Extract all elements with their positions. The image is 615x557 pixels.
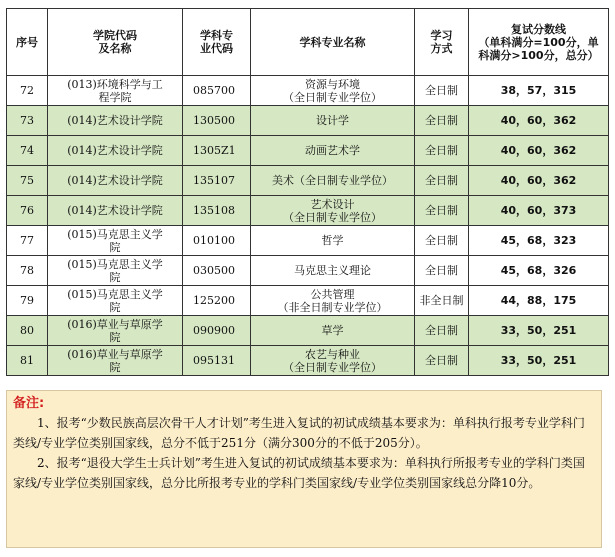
table-row — [7, 316, 609, 346]
notes-paragraph-2: 2、报考“退役大学生士兵计划”考生进入复试的初试成绩基本要求为：单科执行所报考专业的学科门类国家线/专业学位类别国家线，总分比所报考专业的学科门类国家线/专业学位类别国家线总分降10分。 — [13, 456, 585, 490]
header-college-line2: 及名称 — [98, 42, 132, 55]
cell-score-text: 45，68，323 — [500, 234, 577, 247]
cell-code — [183, 136, 251, 166]
cell-code — [183, 316, 251, 346]
cell-code — [183, 226, 251, 256]
cell-major — [251, 256, 415, 286]
cell-score — [469, 226, 609, 256]
header-code-line2: 业代码 — [200, 42, 233, 55]
table-header-row — [7, 9, 609, 76]
cell-code-text: 090900 — [193, 324, 235, 337]
cell-score — [469, 106, 609, 136]
cell-code-text: 1305Z1 — [193, 144, 236, 157]
cell-score-text: 40，60，362 — [500, 174, 577, 187]
cell-score — [469, 166, 609, 196]
cell-major-line2: （全日制专业学位） — [283, 90, 382, 104]
cell-code-text: 135108 — [193, 204, 235, 217]
cell-mode-text: 全日制 — [425, 354, 458, 367]
header-college-line1: 学院代码 — [93, 29, 137, 42]
cell-score-text: 44，88，175 — [500, 294, 577, 307]
cell-college — [48, 226, 183, 256]
cell-mode-text: 全日制 — [425, 114, 458, 127]
cell-mode-text: 全日制 — [425, 324, 458, 337]
table-row — [7, 346, 609, 376]
cell-major-line1: 设计学 — [316, 114, 349, 127]
cell-score — [469, 76, 609, 106]
cell-mode-text: 全日制 — [425, 84, 458, 97]
header-college — [48, 9, 183, 76]
cell-no — [7, 166, 48, 196]
cell-no-text: 77 — [20, 234, 34, 247]
cell-code — [183, 286, 251, 316]
table-row — [7, 196, 609, 226]
table-row — [7, 286, 609, 316]
cell-college-line2: 院 — [109, 300, 121, 314]
cell-score-text: 33，50，251 — [500, 324, 577, 337]
cell-no — [7, 286, 48, 316]
cell-score-text: 40，60，373 — [500, 204, 577, 217]
table-row — [7, 106, 609, 136]
cell-no — [7, 106, 48, 136]
cell-major-line1: 农艺与种业 — [305, 347, 360, 361]
cell-college — [48, 316, 183, 346]
header-mode-line2: 方式 — [430, 42, 453, 55]
cell-mode — [415, 196, 469, 226]
cell-score — [469, 286, 609, 316]
cell-score-text: 40，60，362 — [500, 114, 577, 127]
cell-mode-text: 全日制 — [425, 264, 458, 277]
cell-code — [183, 196, 251, 226]
cell-mode-text: 全日制 — [425, 234, 458, 247]
cell-college-line1: (013)环境科学与工 — [67, 77, 163, 91]
cell-score — [469, 136, 609, 166]
cell-code — [183, 166, 251, 196]
cell-code-text: 030500 — [193, 264, 235, 277]
cell-college-line2: 院 — [109, 240, 121, 254]
cell-mode — [415, 226, 469, 256]
cell-college-line2: 程学院 — [98, 90, 132, 104]
cell-no — [7, 196, 48, 226]
cell-major-line2: （非全日制专业学位） — [277, 300, 388, 314]
cell-college — [48, 286, 183, 316]
cell-score-text: 38，57，315 — [500, 84, 577, 97]
cell-college-line1: (015)马克思主义学 — [67, 257, 163, 271]
cell-no — [7, 256, 48, 286]
cell-code-text: 125200 — [193, 294, 235, 307]
cell-no-text: 72 — [20, 84, 34, 97]
cell-major-line1: 草学 — [321, 324, 344, 337]
cell-code — [183, 76, 251, 106]
header-score-line1: 复试分数线 — [511, 22, 566, 36]
cell-no-text: 76 — [20, 204, 34, 217]
notes-box — [6, 390, 602, 548]
cell-score-text: 45，68，326 — [500, 264, 577, 277]
cell-college-line1: (016)草业与草原学 — [67, 317, 163, 331]
cell-mode — [415, 166, 469, 196]
cell-major — [251, 196, 415, 226]
cell-college — [48, 256, 183, 286]
cell-no — [7, 136, 48, 166]
table-row — [7, 136, 609, 166]
cell-college-line1: (014)艺术设计学院 — [67, 174, 163, 187]
cell-mode — [415, 346, 469, 376]
cell-code-text: 085700 — [193, 84, 235, 97]
header-no: 序号 — [7, 9, 48, 76]
table-row — [7, 256, 609, 286]
cell-no — [7, 346, 48, 376]
table-row — [7, 166, 609, 196]
cell-major-line1: 资源与环境 — [305, 77, 360, 91]
cell-no-text: 75 — [20, 174, 34, 187]
cell-major-line1: 动画艺术学 — [305, 144, 360, 157]
cell-college — [48, 196, 183, 226]
cell-score-text: 33，50，251 — [500, 354, 577, 367]
cell-college-line1: (015)马克思主义学 — [67, 227, 163, 241]
cell-college-line1: (016)草业与草原学 — [67, 347, 163, 361]
header-code-line1: 学科专 — [200, 29, 233, 42]
header-score — [469, 9, 609, 76]
cell-major-line2: （全日制专业学位） — [283, 210, 382, 224]
cell-college-line1: (015)马克思主义学 — [67, 287, 163, 301]
notes-paragraph-1: 1、报考“少数民族高层次骨干人才计划”考生进入复试的初试成绩基本要求为：单科执行报考专业学科门类线/专业学位类别国家线，总分不低于251分（满分300分的不低于205分）。 — [13, 416, 585, 450]
cell-mode — [415, 106, 469, 136]
header-major: 学科专业名称 — [251, 9, 415, 76]
cell-score — [469, 196, 609, 226]
header-mode — [415, 9, 469, 76]
cell-major — [251, 136, 415, 166]
cell-major — [251, 106, 415, 136]
header-code — [183, 9, 251, 76]
cell-score — [469, 346, 609, 376]
cell-major — [251, 286, 415, 316]
cell-no-text: 73 — [20, 114, 34, 127]
cell-college — [48, 76, 183, 106]
cell-code-text: 010100 — [193, 234, 235, 247]
table-row — [7, 226, 609, 256]
header-score-line2: （单科满分=100分，单 — [478, 35, 599, 49]
cell-major-line1: 艺术设计 — [310, 197, 355, 211]
cell-score — [469, 316, 609, 346]
cell-score-text: 40，60，362 — [500, 144, 577, 157]
cell-mode — [415, 316, 469, 346]
cell-mode — [415, 136, 469, 166]
cell-college-line1: (014)艺术设计学院 — [67, 204, 163, 217]
notes-title: 备注: — [13, 396, 45, 411]
cell-mode-text: 全日制 — [425, 174, 458, 187]
cell-score — [469, 256, 609, 286]
cell-college-line1: (014)艺术设计学院 — [67, 114, 163, 127]
cell-college-line2: 院 — [109, 330, 121, 344]
cell-mode-text: 非全日制 — [419, 294, 464, 307]
cell-code — [183, 346, 251, 376]
cell-no-text: 74 — [20, 144, 34, 157]
cell-college — [48, 346, 183, 376]
cell-code — [183, 106, 251, 136]
score-table — [6, 8, 609, 376]
cell-no — [7, 226, 48, 256]
header-mode-line1: 学习 — [430, 29, 453, 42]
cell-code-text: 135107 — [193, 174, 235, 187]
cell-code-text: 095131 — [193, 354, 235, 367]
cell-major — [251, 346, 415, 376]
cell-college-line2: 院 — [109, 360, 121, 374]
cell-major-line1: 公共管理 — [310, 287, 355, 301]
table-row — [7, 76, 609, 106]
cell-mode — [415, 286, 469, 316]
cell-major — [251, 166, 415, 196]
cell-mode — [415, 256, 469, 286]
cell-college — [48, 106, 183, 136]
cell-code — [183, 256, 251, 286]
cell-code-text: 130500 — [193, 114, 235, 127]
cell-no — [7, 316, 48, 346]
cell-mode-text: 全日制 — [425, 204, 458, 217]
cell-major-line1: 哲学 — [321, 234, 344, 247]
cell-no-text: 81 — [20, 354, 34, 367]
cell-mode — [415, 76, 469, 106]
cell-major-line2: （全日制专业学位） — [283, 360, 382, 374]
cell-mode-text: 全日制 — [425, 144, 458, 157]
cell-major — [251, 226, 415, 256]
cell-college — [48, 136, 183, 166]
cell-major-line1: 马克思主义理论 — [294, 264, 371, 277]
cell-no-text: 80 — [20, 324, 34, 337]
header-score-line3: 科满分>100分，总分） — [478, 48, 599, 62]
cell-no-text: 79 — [20, 294, 34, 307]
cell-college — [48, 166, 183, 196]
cell-major — [251, 76, 415, 106]
cell-no — [7, 76, 48, 106]
cell-college-line2: 院 — [109, 270, 121, 284]
cell-major — [251, 316, 415, 346]
cell-no-text: 78 — [20, 264, 34, 277]
cell-college-line1: (014)艺术设计学院 — [67, 144, 163, 157]
cell-major-line1: 美术（全日制专业学位） — [272, 174, 393, 187]
